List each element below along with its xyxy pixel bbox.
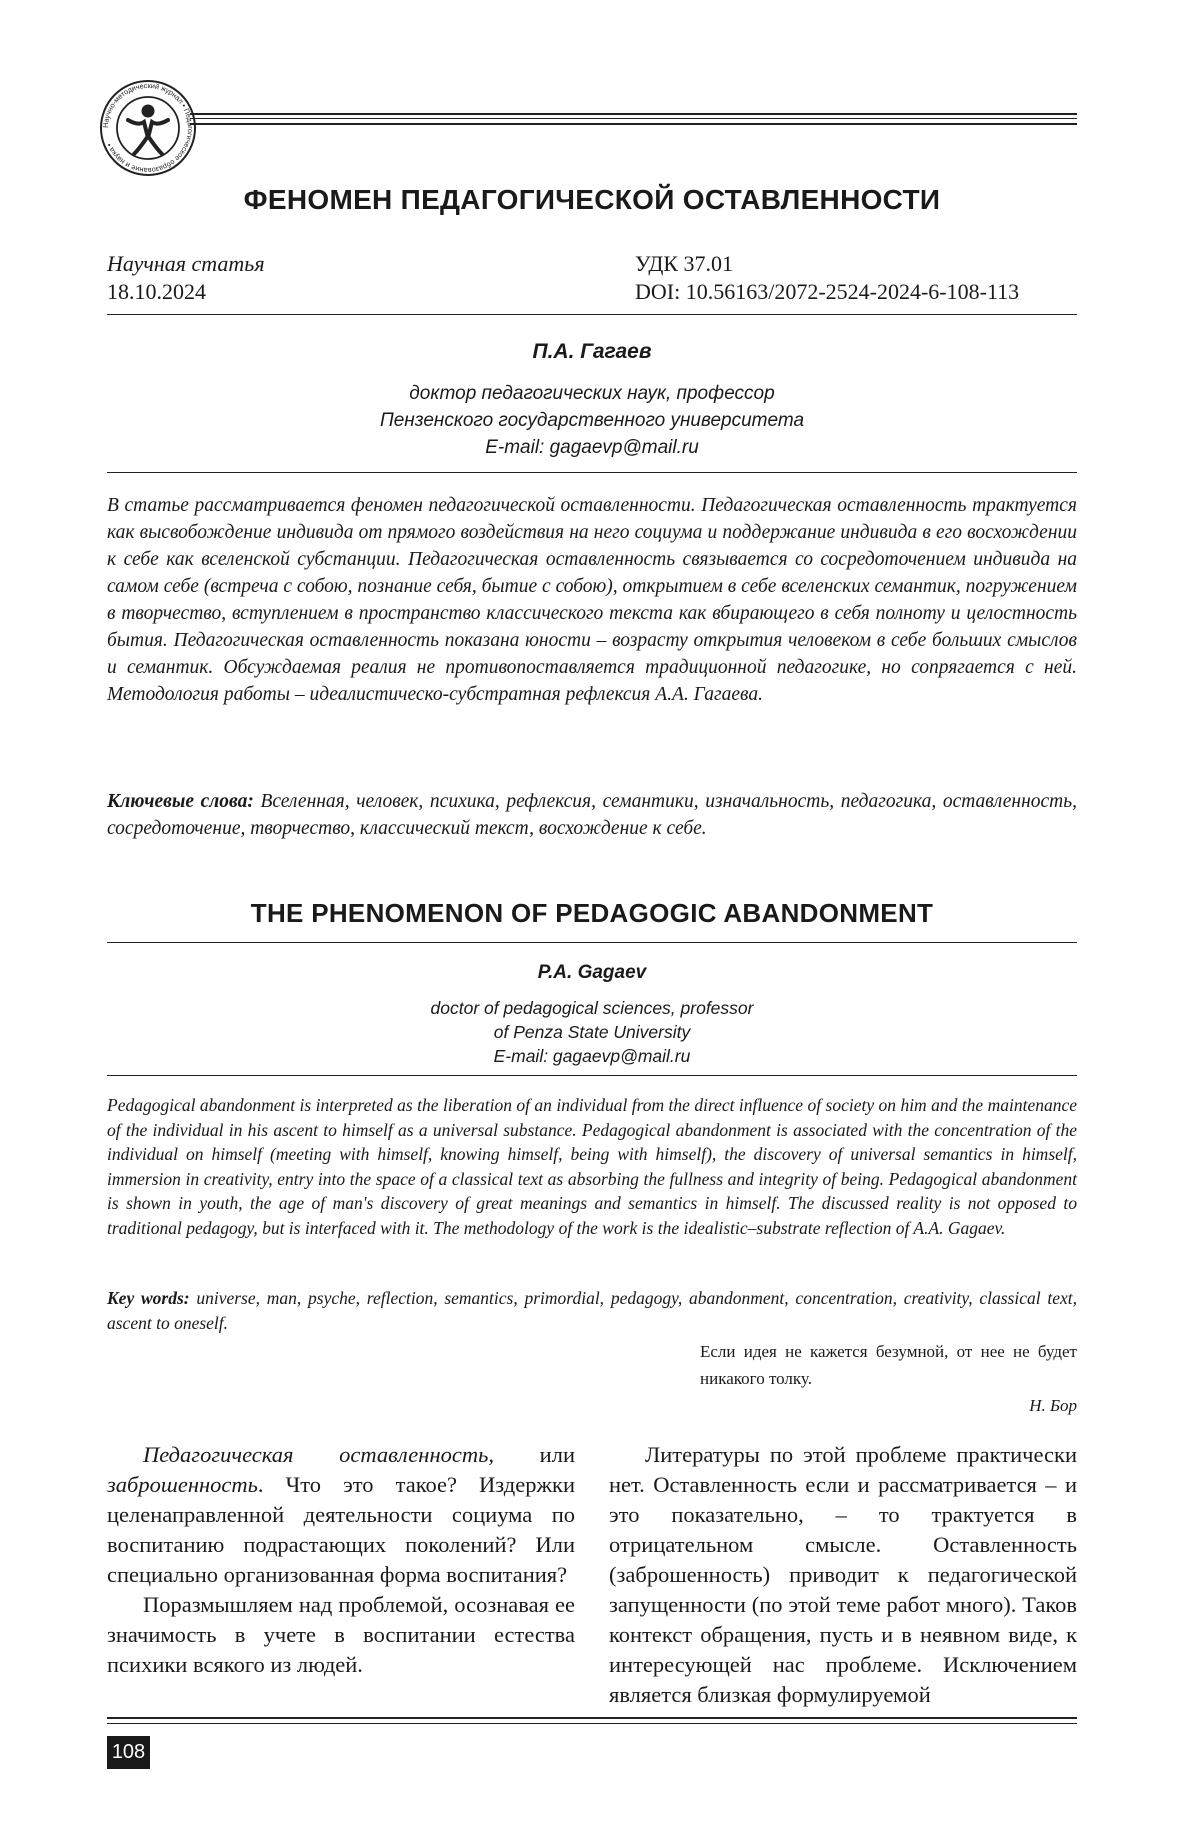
article-meta-right bbox=[635, 250, 1019, 306]
logo-ring-text: Научно-методический журнал • Педагогическое образование и наука • bbox=[100, 80, 196, 176]
italic-term: заброшенность bbox=[107, 1472, 258, 1497]
author-ru: П.А. Гагаев bbox=[532, 340, 652, 363]
affiliation-line: доктор педагогических наук, профессор bbox=[409, 383, 775, 404]
email-ru: E-mail: gagaevp@mail.ru bbox=[485, 437, 699, 458]
affiliation-ru bbox=[107, 380, 1077, 461]
keywords-label-ru: Ключевые слова: bbox=[107, 791, 254, 812]
article-date: 18.10.2024 bbox=[107, 279, 206, 304]
divider bbox=[107, 472, 1077, 473]
header-rule-middle bbox=[190, 118, 1077, 119]
abstract-en: Pedagogical abandonment is interpreted as the liberation of an individual from the direct influence of society on him and the maintenance of the individual in his ascent to himself as a universal substance. Pedagogical abandonment is associated with the concentration of the individual on himself (meeting with himself, knowing himself, being with himself), the discovery of universal semantics in himself, immersion in creativity, entry into the space of a classical text as absorbing the fullness and integrity of being. Pedagogical abandonment is shown in youth, the age of man's discovery of great meanings and semantics in himself. The discussed reality is not opposed to traditional pedagogy, but is interfaced with it. The methodology of the work is the idealistic–substrate reflection of A.A. Gagaev. bbox=[107, 1095, 1077, 1238]
abstract-ru: В статье рассматривается феномен педагогической оставленности. Педагогическая оставленность трактуется как высвобождение индивида от прямого воздействия на него социума и поддержание индивида в его восхождении к себе как вселенской субстанции. Педагогическая оставленность связывается со сосредоточением индивида на самом себе (встреча с собою, познание себя, бытие с собою), открытием в себе вселенских семантик, погружением в творчество, вступлением в пространство классического текста как вбирающего в себя полноту и целостность бытия. Педагогическая оставленность показана юности – возрасту открытия человеком в себе больших смыслов и семантик. Обсуждаемая реалия не противопоставляется традиционной педагогике, но сопрягается с ней. Методология работы – идеалистическо-субстратная рефлексия А.А. Гагаева. bbox=[107, 495, 1077, 705]
epigraph-text: Если идея не кажется безумной, от нее не будет никакого толку. bbox=[700, 1342, 1077, 1388]
affiliation-en bbox=[107, 996, 1077, 1068]
udk-code: УДК 37.01 bbox=[635, 251, 734, 276]
email-en: E-mail: gagaevp@mail.ru bbox=[493, 1046, 691, 1066]
footer-rule-bottom bbox=[107, 1723, 1077, 1724]
divider bbox=[107, 942, 1077, 943]
keywords-en bbox=[107, 1286, 1077, 1335]
divider bbox=[107, 314, 1077, 315]
affiliation-line: of Penza State University bbox=[493, 1022, 691, 1042]
header-rule-bottom bbox=[190, 123, 1077, 125]
body-column-left bbox=[107, 1440, 575, 1680]
paragraph bbox=[107, 1440, 575, 1590]
keywords-list-ru: Вселенная, человек, психика, рефлексия, семантики, изначальность, педагогика, оставленность, сосредоточение, творчество, классический текст, восхождение к себе. bbox=[107, 791, 1077, 839]
doi: DOI: 10.56163/2072-2524-2024-6-108-113 bbox=[635, 279, 1020, 304]
affiliation-line: doctor of pedagogical sciences, professor bbox=[430, 998, 754, 1018]
author-en: P.A. Gagaev bbox=[537, 962, 647, 983]
footer-rule-top bbox=[107, 1717, 1077, 1719]
epigraph-author: Н. Бор bbox=[1029, 1396, 1077, 1415]
divider bbox=[107, 1075, 1077, 1076]
keywords-list-en: universe, man, psyche, reflection, semantics, primordial, pedagogy, abandonment, concentration, creativity, classical text, ascent to oneself. bbox=[107, 1288, 1077, 1333]
article-meta-left bbox=[107, 250, 265, 306]
paragraph: Литературы по этой проблеме практически нет. Оставленность если и рассматривается – и это показательно, – то трактуется в отрицательном смысле. Оставленность (заброшенность) приводит к педагогической запущенности (по этой теме работ много). Таков контекст обращения, пусть и в неявном виде, к интересующей нас проблеме. Исключением является близкая формулируемой bbox=[609, 1442, 1077, 1707]
paragraph: Поразмышляем над проблемой, осознавая ее значимость в учете в воспитании естества психики всякого из людей. bbox=[107, 1592, 575, 1677]
page-number: 108 bbox=[107, 1736, 150, 1769]
body-column-right bbox=[609, 1440, 1077, 1710]
article-type: Научная статья bbox=[107, 251, 265, 276]
article-title-en: THE PHENOMENON OF PEDAGOGIC ABANDONMENT bbox=[250, 898, 934, 928]
affiliation-line: Пензенского государственного университета bbox=[379, 410, 805, 431]
keywords-ru bbox=[107, 788, 1077, 842]
italic-term: Педагогическая оставленность, bbox=[143, 1442, 494, 1467]
journal-logo-icon bbox=[98, 78, 198, 178]
keywords-label-en: Key words: bbox=[107, 1288, 190, 1308]
article-title-ru: ФЕНОМЕН ПЕДАГОГИЧЕСКОЙ ОСТАВЛЕННОСТИ bbox=[243, 184, 941, 215]
text-span: или bbox=[493, 1442, 575, 1467]
header-rule-top bbox=[190, 113, 1077, 115]
text-span: . Что это такое? Издержки целенаправленной деятельности социума по воспитанию подрастающих поколений? Или специально организованная форма воспитания? bbox=[107, 1472, 575, 1587]
svg-text:Научно-методический журнал • П bbox=[101, 81, 195, 175]
